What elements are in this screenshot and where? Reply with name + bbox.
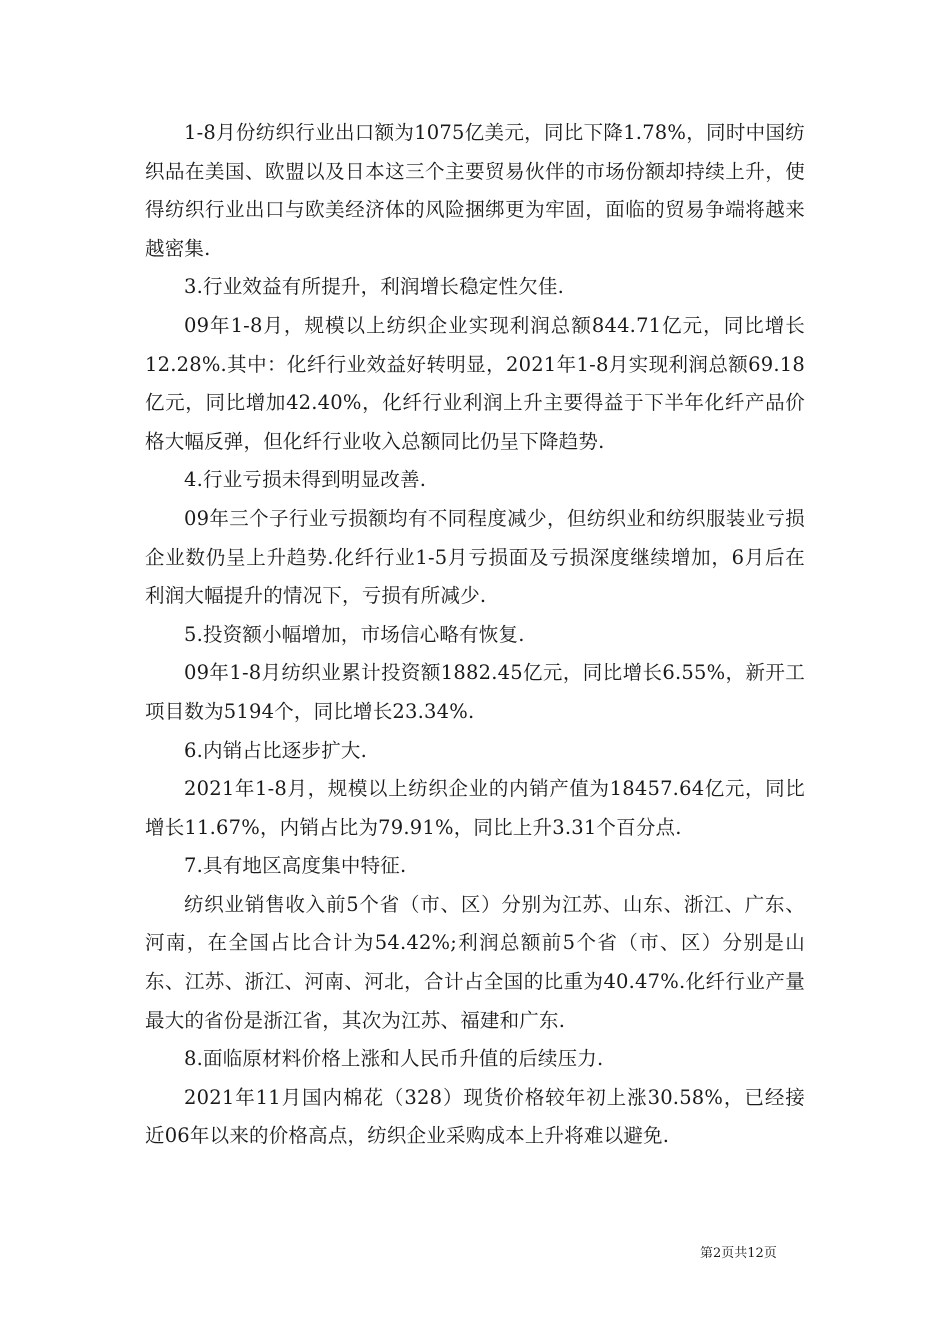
heading-6-domestic-sales: 6.内销占比逐步扩大. [184,738,368,762]
heading-7-regional: 7.具有地区高度集中特征. [184,854,407,878]
heading-4-losses: 4.行业亏损未得到明显改善. [184,468,427,492]
paragraph-domestic-sales: 2021年1-8月，规模以上纺织企业的内销产值为18457.64亿元，同比增长11.67%，内销占比为79.91%，同比上升3.31个百分点. [145,777,805,839]
document-body [145,114,805,1156]
paragraph-losses: 09年三个子行业亏损额均有不同程度减少，但纺织业和纺织服装业亏损企业数仍呈上升趋势.化纤行业1-5月亏损面及亏损深度继续增加，6月后在利润大幅提升的情况下，亏损有所减少. [145,506,805,608]
heading-5-investment: 5.投资额小幅增加，市场信心略有恢复. [184,622,525,646]
paragraph-investment: 09年1-8月纺织业累计投资额1882.45亿元，同比增长6.55%，新开工项目数为5194个，同比增长23.34%. [145,661,805,723]
page-number-footer: 第2页共12页 [700,1246,777,1261]
paragraph-profit-total: 09年1-8月，规模以上纺织企业实现利润总额844.71亿元，同比增长12.28%.其中：化纤行业效益好转明显，2021年1-8月实现利润总额69.18亿元，同比增加42.40%，化纤行业利润上升主要得益于下半年化纤产品价格大幅反弹，但化纤行业收入总额同比仍呈下降趋势. [145,313,805,453]
heading-8-pressure: 8.面临原材料价格上涨和人民币升值的后续压力. [184,1047,604,1071]
paragraph-cotton-price: 2021年11月国内棉花（328）现货价格较年初上涨30.58%，已经接近06年以来的价格高点，纺织企业采购成本上升将难以避免. [145,1085,805,1148]
paragraph-regional: 纺织业销售收入前5个省（市、区）分别为江苏、山东、浙江、广东、河南，在全国占比合计为54.42%;利润总额前5个省（市、区）分别是山东、江苏、浙江、河南、河北，合计占全国的比重为40.47%.化纤行业产量最大的省份是浙江省，其次为江苏、福建和广东. [145,892,805,1032]
paragraph-export-share: 1-8月份纺织行业出口额为1075亿美元，同比下降1.78%，同时中国纺织品在美国、欧盟以及日本这三个主要贸易伙伴的市场份额却持续上升，使得纺织行业出口与欧美经济体的风险捆绑更为牢固，面临的贸易争端将越来越密集. [145,121,805,260]
heading-3-profit: 3.行业效益有所提升，利润增长稳定性欠佳. [184,275,565,299]
